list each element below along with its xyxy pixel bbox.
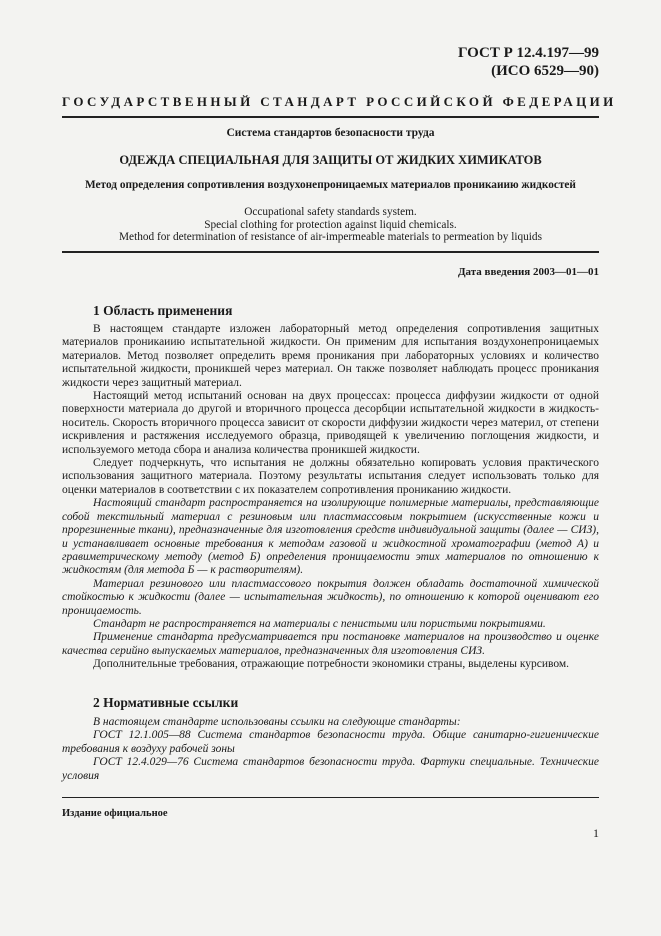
footer-divider (62, 797, 599, 798)
english-title-line: Method for determination of resistance of air-impermeable materials to permeation by liquids (119, 231, 542, 243)
document-title: ОДЕЖДА СПЕЦИАЛЬНАЯ ДЛЯ ЗАЩИТЫ ОТ ЖИДКИХ ХИМИКАТОВ (119, 153, 542, 167)
english-title (62, 206, 599, 244)
paragraph: Дополнительные требования, отражающие потребности экономики страны, выделены курсивом. (93, 658, 570, 671)
standard-series: Система стандартов безопасности труда (226, 127, 435, 139)
top-divider (62, 116, 599, 118)
state-standard-banner: ГОСУДАРСТВЕННЫЙ СТАНДАРТ РОССИЙСКОЙ ФЕДЕРАЦИИ (62, 94, 617, 109)
paragraph-italic: Стандарт не распространяется на материалы с пенистыми или пористыми покрытиями. (93, 617, 546, 630)
page-number: 1 (593, 826, 599, 840)
iso-number: (ИСО 6529—90) (491, 63, 599, 79)
gost-number: ГОСТ Р 12.4.197—99 (457, 45, 599, 61)
section-2-heading: 2 Нормативные ссылки (93, 695, 239, 710)
edition-label: Издание официальное (62, 808, 168, 819)
english-title-line: Special clothing for protection against liquid chemicals. (204, 218, 457, 231)
paragraph: В настоящем стандарте изложен лабораторный метод определения сопротивления защитных материалов проникаиию испытательной жидкости. Он применим для испытания воздухонепроницаемых материалов. Метод позволяет определить время проникания при лабораторных условиях и количество испытательной жидкости, проникшей через материал. Он также позволяет наблюдать процесс проникания жидкости через защитный материал. (62, 323, 599, 389)
english-title-line: Occupational safety standards system. (244, 206, 417, 218)
document-subtitle: Метод определения сопротивления воздухонепроницаемых материалов проникаиию жидкостей (85, 179, 576, 191)
reference-item: ГОСТ 12.4.029—76 Система стандартов безопасности труда. Фартуки специальные. Технические условия (62, 756, 599, 782)
paragraph: Настоящий метод испытаний основан на двух процессах: процесса диффузии жидкости от одной поверхности материала до другой и вторичного процесса десорбции испытательной жидкости в жидкость-носитель. Скорость вторичного процесса зависит от скорости диффузии жидкости через материл, от степени искривления и растяжения исследуемого образца, приводящей к увеличению поглощения жидкости, и используемого метода сбора и анализа количества проникшей жидкости. (62, 390, 599, 456)
introduction-date: Дата введения 2003—01—01 (457, 266, 599, 278)
section-2-body (62, 716, 599, 783)
document-number (458, 44, 599, 80)
paragraph-italic: Материал резинового или пластмассового покрытия должен обладать достаточной химической стойкостью к жидкости (далее — испытательная жидкость), по отношению к которой оценивают его проницаемость. (62, 577, 599, 617)
middle-divider (62, 251, 599, 253)
section-1-body (62, 323, 599, 672)
paragraph-italic: Применение стандарта предусматривается при постановке материалов на производство и оценке качества серийно выпускаемых материалов, предназначенных для изготовления СИЗ. (62, 631, 599, 657)
section-1-heading: 1 Область применения (93, 303, 233, 318)
paragraph-italic: В настоящем стандарте использованы ссылки на следующие стандарты: (93, 716, 461, 728)
paragraph: Следует подчеркнуть, что испытания не должны обязательно копировать условия практического использования защитного материала. Поэтому результаты испытания следует использовать только для оценки материалов в соответствии с их показателем сопротивления прониканию жидкости. (62, 457, 599, 496)
reference-item: ГОСТ 12.1.005—88 Система стандартов безопасности труда. Общие санитарно-гигиенические требования к воздуху рабочей зоны (62, 729, 599, 755)
paragraph-italic: Настоящий стандарт распространяется на изолирующие полимерные материалы, представляющие собой текстильный материал с резиновым или пластмассовым покрытием (искусственные кожи и прорезиненные ткани), предназначенные для изготовления средств индивидуальной защиты (далее — СИЗ), и устанавливает основные требования к методам газовой и жидкостной хроматографии (метод А) и гравиметрическому методу (метод Б) определения проницаемости этих материалов по отношению к жидкостям (для метода Б — к растворителям). (62, 497, 599, 577)
